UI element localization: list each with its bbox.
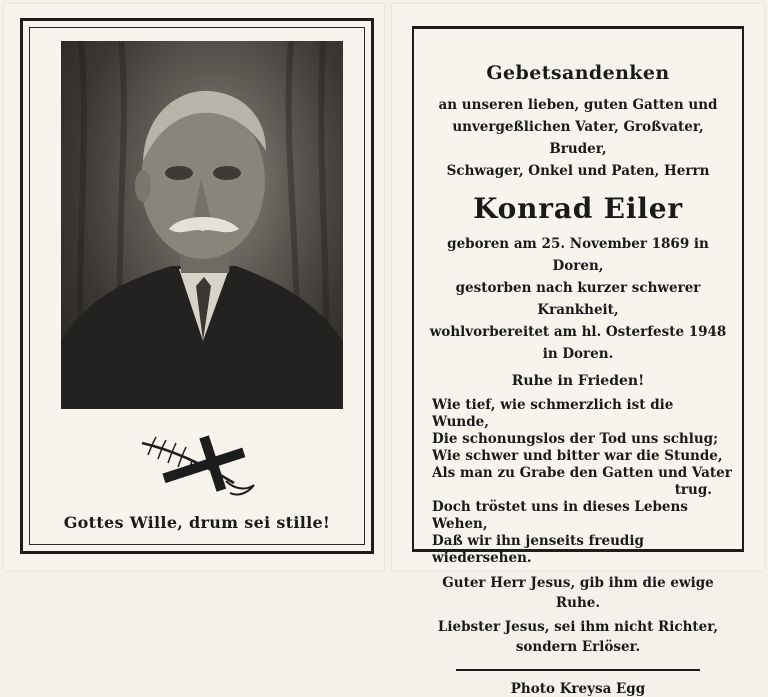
life-dates-line: geboren am 25. November 1869 in Doren, xyxy=(447,236,709,274)
life-dates-line: wohlvorbereitet am hl. Osterfeste 1948 xyxy=(429,324,727,340)
rest-in-peace: Ruhe in Frieden! xyxy=(511,373,645,389)
card-heading: Gebetsandenken xyxy=(486,62,670,84)
divider xyxy=(456,669,700,671)
intro-line: unvergeßlichen Vater, Großvater, Bruder, xyxy=(452,119,704,157)
life-dates-line: in Doren. xyxy=(542,346,614,362)
mourning-frame xyxy=(20,18,374,554)
poem xyxy=(422,397,734,567)
intro-line: Schwager, Onkel und Paten, Herrn xyxy=(446,163,710,179)
poem-line: Doch tröstet uns in dieses Lebens Wehen, xyxy=(432,499,688,532)
poem-line: Die schonungslos der Tod uns schlug; xyxy=(432,431,719,447)
prayer-two-line: Liebster Jesus, sei ihm nicht Richter, xyxy=(437,619,719,635)
photographer-credit: Photo Kreysa Egg xyxy=(510,681,646,697)
prayer-one: Guter Herr Jesus, gib ihm die ewige Ruhe. xyxy=(442,575,714,611)
intro-line: an unseren lieben, guten Gatten und xyxy=(438,97,718,113)
right-card xyxy=(392,4,764,697)
poem-line: Daß wir ihn jenseits freudig wiedersehen. xyxy=(432,533,644,566)
poem-line: Als man zu Grabe den Gatten und Vater xyxy=(432,465,732,481)
prayer-two-line: sondern Erlöser. xyxy=(515,639,641,655)
left-card xyxy=(4,4,384,570)
cross-and-palm-emblem xyxy=(138,431,266,501)
life-dates-line: gestorben nach kurzer schwerer Krankheit, xyxy=(455,280,701,318)
poem-line: trug. xyxy=(674,482,712,498)
poem-line: Wie schwer und bitter war die Stunde, xyxy=(432,448,723,464)
poem-line: Wie tief, wie schmerzlich ist die Wunde, xyxy=(432,397,674,430)
memorial-text xyxy=(422,62,734,697)
portrait-photo xyxy=(61,41,343,409)
deceased-name: Konrad Eiler xyxy=(473,192,683,225)
motto-text: Gottes Wille, drum sei stille! xyxy=(63,513,331,532)
